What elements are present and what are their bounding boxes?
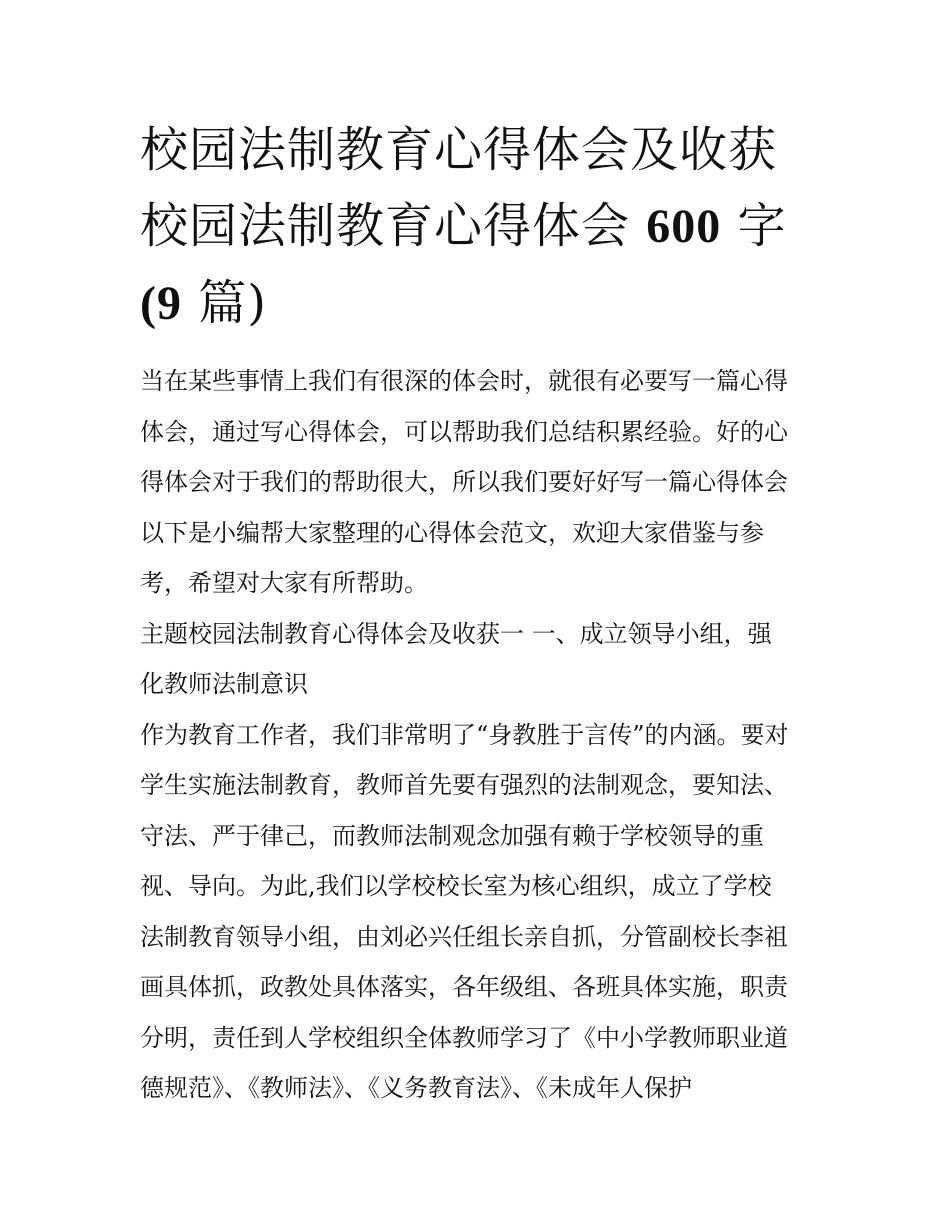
paragraph-line: 以下是小编帮大家整理的心得体会范文，欢迎大家借鉴与参: [140, 518, 764, 547]
title-line-3: [140, 265, 830, 342]
paragraph-line: 分明，责任到人学校组织全体教师学习了《中小学教师职业道: [140, 1023, 788, 1052]
title-line-2-suffix: 字: [721, 198, 787, 254]
paragraph-line: 作为教育工作者，我们非常明了“身教胜于言传”的内涵。要对: [140, 720, 789, 749]
title-line-2: [140, 188, 830, 265]
paragraph-intro: [140, 356, 812, 609]
title-line-2-text: 校园法制教育心得体会: [140, 198, 647, 254]
paragraph-line: 体会，通过写心得体会，可以帮助我们总结积累经验。好的心: [140, 417, 788, 446]
paragraph-line: 画具体抓，政教处具体落实，各年级组、各班具体实施，职责: [140, 973, 788, 1001]
paragraph-line: 主题校园法制教育心得体会及收获一 一、成立领导小组，强: [140, 619, 772, 648]
paragraph-section-heading: [140, 609, 812, 710]
paragraph-line: 考，希望对大家有所帮助。: [140, 569, 428, 597]
paragraph-line: 守法、严于律己，而教师法制观念加强有赖于学校领导的重: [140, 821, 764, 850]
paragraph-line: 视、导向。为此,我们以学校校长室为核心组织，成立了学校: [140, 872, 772, 900]
document-title: [140, 112, 830, 342]
paragraph-body: [140, 710, 812, 1114]
title-line-2-number: 600: [646, 200, 722, 253]
title-line-1: [140, 112, 830, 188]
paragraph-line: 化教师法制意识: [140, 670, 308, 698]
paragraph-line: 学生实施法制教育，教师首先要有强烈的法制观念，要知法、: [140, 771, 788, 799]
title-line-3-prefix: (9: [140, 277, 182, 330]
document-body: [140, 356, 812, 1114]
paragraph-line: 得体会对于我们的帮助很大，所以我们要好好写一篇心得体会: [140, 468, 788, 496]
paragraph-line: 当在某些事情上我们有很深的体会时，就很有必要写一篇心得: [140, 367, 788, 395]
paragraph-line: 德规范》、《教师法》、《义务教育法》、《未成年人保护: [140, 1074, 692, 1102]
paragraph-line: 法制教育领导小组，由刘必兴任组长亲自抓，分管副校长李祖: [140, 922, 788, 951]
title-line-1-text: 校园法制教育心得体会及收获: [140, 122, 778, 178]
title-line-3-text: 篇): [181, 275, 267, 331]
